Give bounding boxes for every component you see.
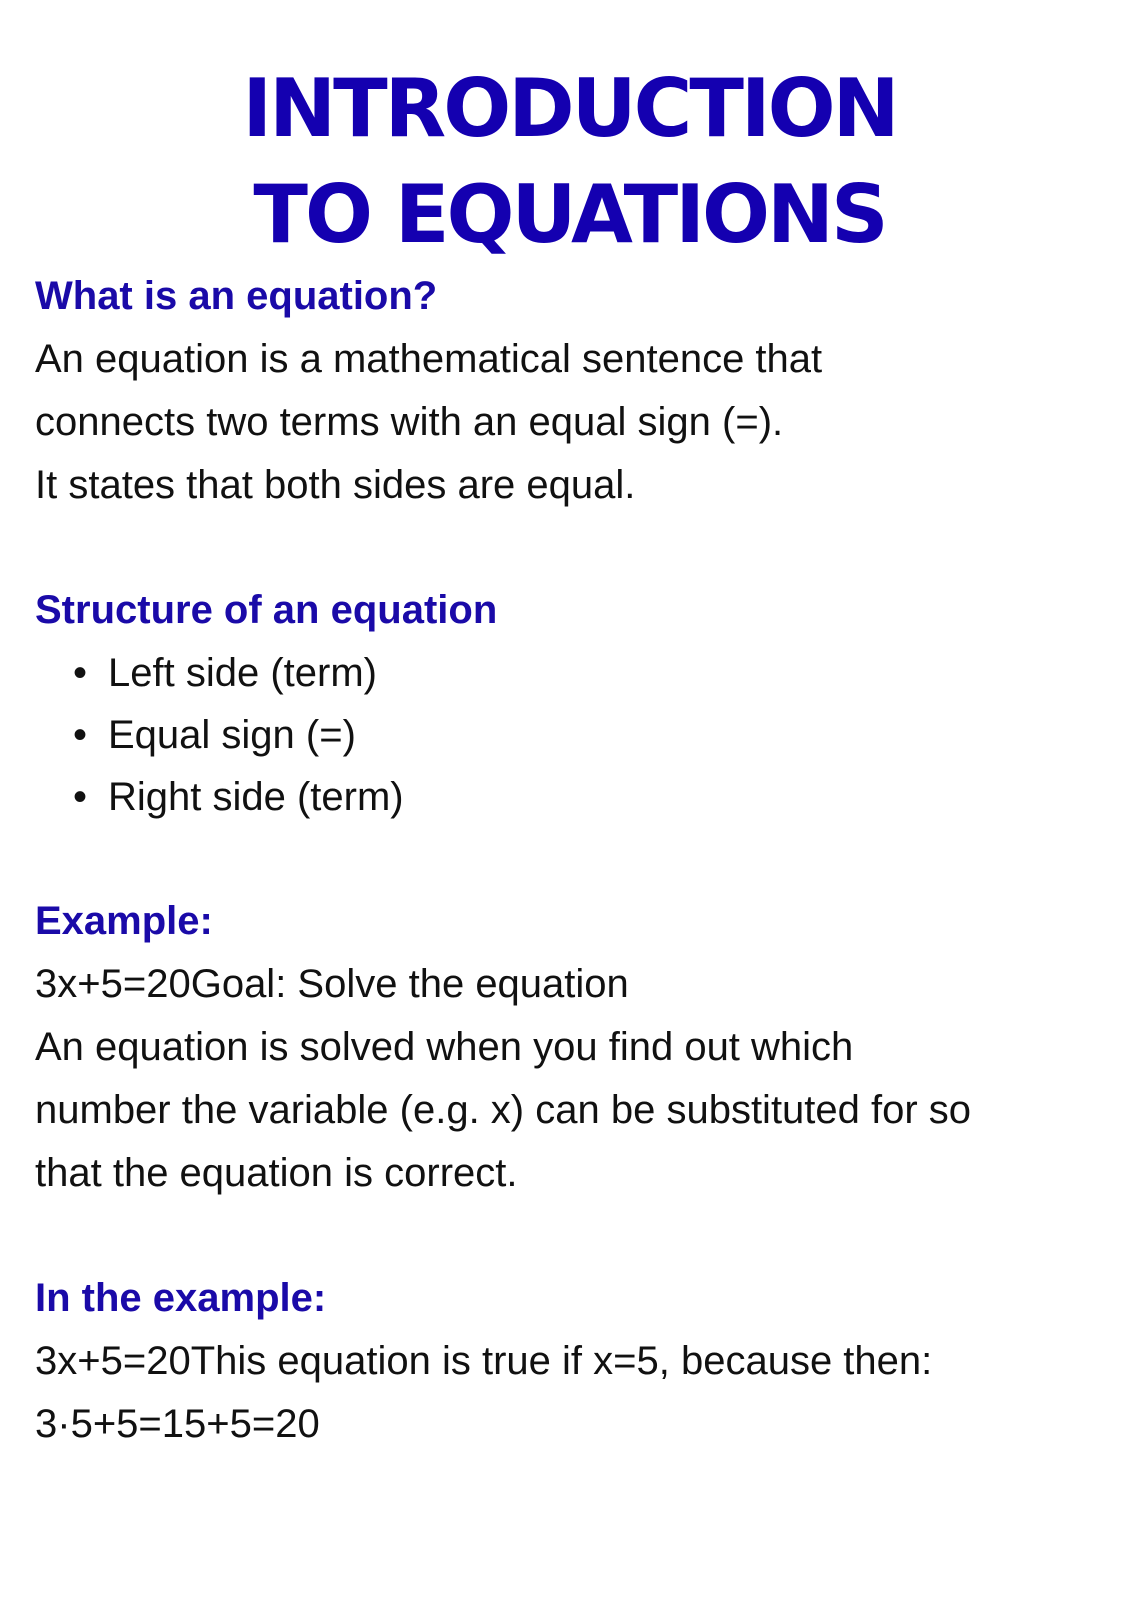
list-item	[35, 642, 1115, 704]
paragraph-line: 3x+5=20This equation is true if x=5, because then:	[35, 1339, 933, 1383]
paragraph-line: 3·5+5=15+5=20	[35, 1402, 320, 1446]
title-line-1: INTRODUCTION	[242, 62, 897, 155]
list-item	[35, 766, 1115, 828]
section-example	[35, 890, 1115, 1205]
bullet-icon: •	[73, 775, 88, 819]
paragraph-line: number the variable (e.g. x) can be substituted for so	[35, 1088, 972, 1132]
bullet-icon: •	[73, 651, 88, 695]
section-heading: Example:	[35, 899, 213, 943]
list-item-text: Right side (term)	[108, 775, 404, 819]
spacer	[35, 828, 1115, 890]
bullet-icon: •	[73, 713, 88, 757]
paragraph-line: that the equation is correct.	[35, 1151, 518, 1195]
title-line-2: TO EQUATIONS	[253, 168, 886, 261]
section-in-the-example	[35, 1267, 1115, 1456]
list-item	[35, 704, 1115, 766]
section-heading: What is an equation?	[35, 274, 438, 318]
section-heading: In the example:	[35, 1276, 327, 1320]
document-body	[35, 265, 1115, 1456]
section-what-is-equation	[35, 265, 1115, 517]
paragraph-line: An equation is a mathematical sentence that	[35, 337, 823, 381]
section-heading: Structure of an equation	[35, 588, 498, 632]
list-item-text: Equal sign (=)	[108, 713, 356, 757]
paragraph-line: 3x+5=20Goal: Solve the equation	[35, 962, 629, 1006]
spacer	[35, 1205, 1115, 1267]
section-structure	[35, 579, 1115, 828]
paragraph-line: It states that both sides are equal.	[35, 463, 636, 507]
list-item-text: Left side (term)	[108, 651, 377, 695]
structure-list	[35, 642, 1115, 828]
paragraph-line: An equation is solved when you find out which	[35, 1025, 854, 1069]
document-title	[0, 56, 1139, 268]
paragraph-line: connects two terms with an equal sign (=).	[35, 400, 784, 444]
spacer	[35, 517, 1115, 579]
